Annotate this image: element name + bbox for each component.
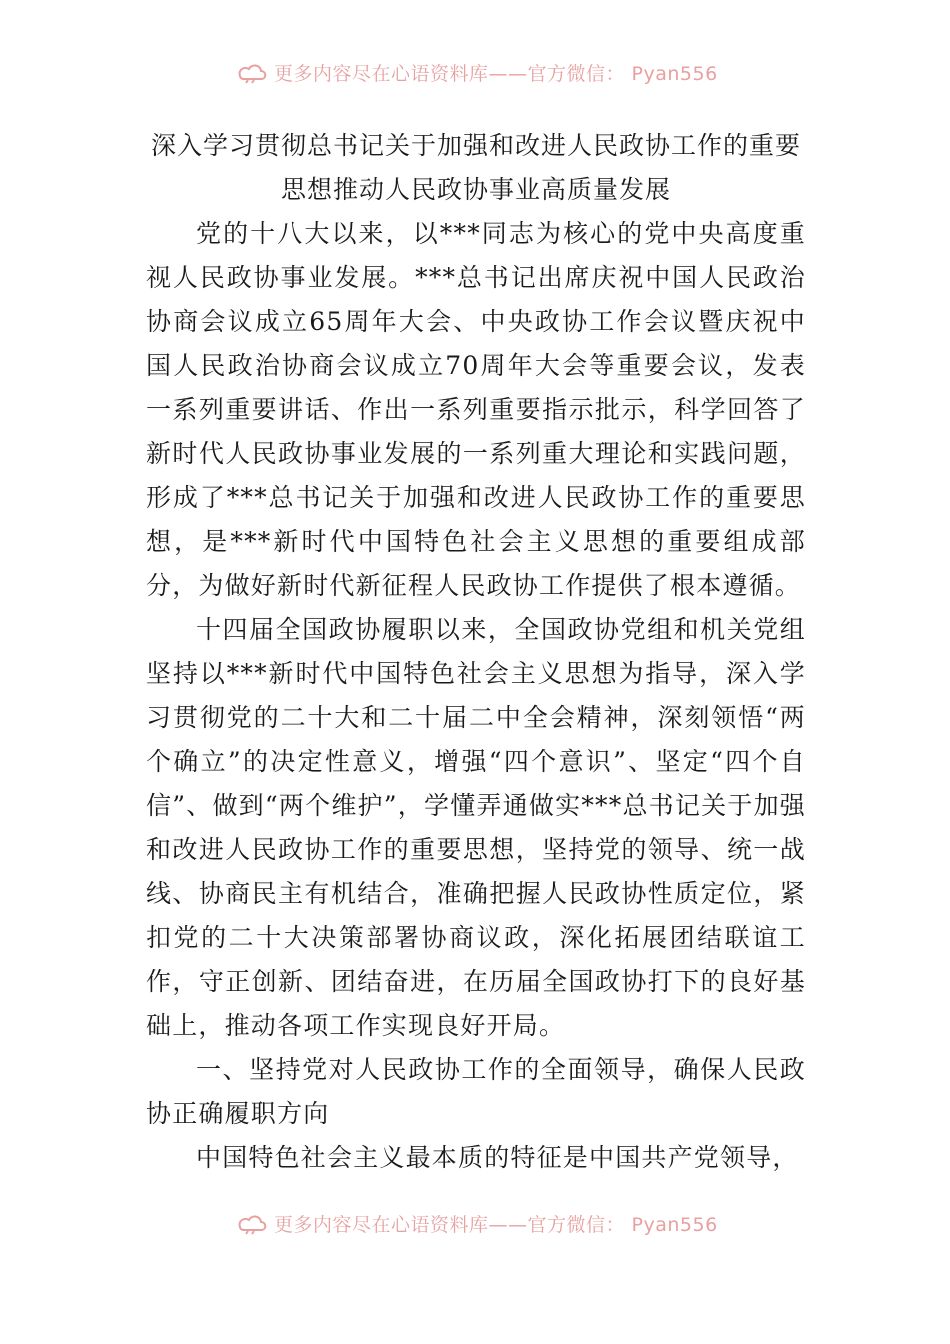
title-line-2: 思想推动人民政协事业高质量发展 bbox=[280, 175, 671, 204]
watermark-text: 更多内容尽在心语资料库——官方微信： Pyan556 bbox=[274, 62, 718, 85]
cloud-logo-icon bbox=[236, 60, 268, 84]
paragraph-1: 党的十八大以来，以***同志为核心的党中央高度重视人民政协事业发展。***总书记出席庆祝中国人民政治协商会议成立65周年大会、中央政协工作会议暨庆祝中国人民政治协商会议成立70周年大会等重要会议，发表一系列重要讲话、作出一系列重要指示批示，科学回答了新时代人民政协事业发展的一系列重大理论和实践问题，形成了***总书记关于加强和改进人民政协工作的重要思想，是***新时代中国特色社会主义思想的重要组成部分，为做好新时代新征程人民政协工作提供了根本遵循。 bbox=[146, 219, 806, 600]
section-heading-1: 一、坚持党对人民政协工作的全面领导，确保人民政协正确履职方向 bbox=[146, 1055, 806, 1128]
watermark-text: 更多内容尽在心语资料库——官方微信： Pyan556 bbox=[274, 1213, 718, 1236]
paragraph-3: 中国特色社会主义最本质的特征是中国共产党领导， bbox=[196, 1143, 799, 1172]
cloud-logo-icon bbox=[236, 1211, 268, 1235]
document-title bbox=[146, 124, 806, 212]
document-body bbox=[146, 212, 806, 1180]
watermark-header bbox=[236, 58, 718, 86]
title-line-1: 深入学习贯彻总书记关于加强和改进人民政协工作的重要 bbox=[150, 131, 801, 160]
watermark-footer bbox=[236, 1209, 718, 1237]
paragraph-2: 十四届全国政协履职以来，全国政协党组和机关党组坚持以***新时代中国特色社会主义思想为指导，深入学习贯彻党的二十大和二十届二中全会精神，深刻领悟“两个确立”的决定性意义，增强“四个意识”、坚定“四个自信”、做到“两个维护”，学懂弄通做实***总书记关于加强和改进人民政协工作的重要思想，坚持党的领导、统一战线、协商民主有机结合，准确把握人民政协性质定位，紧扣党的二十大决策部署协商议政，深化拓展团结联谊工作，守正创新、团结奋进，在历届全国政协打下的良好基础上，推动各项工作实现良好开局。 bbox=[146, 615, 806, 1040]
